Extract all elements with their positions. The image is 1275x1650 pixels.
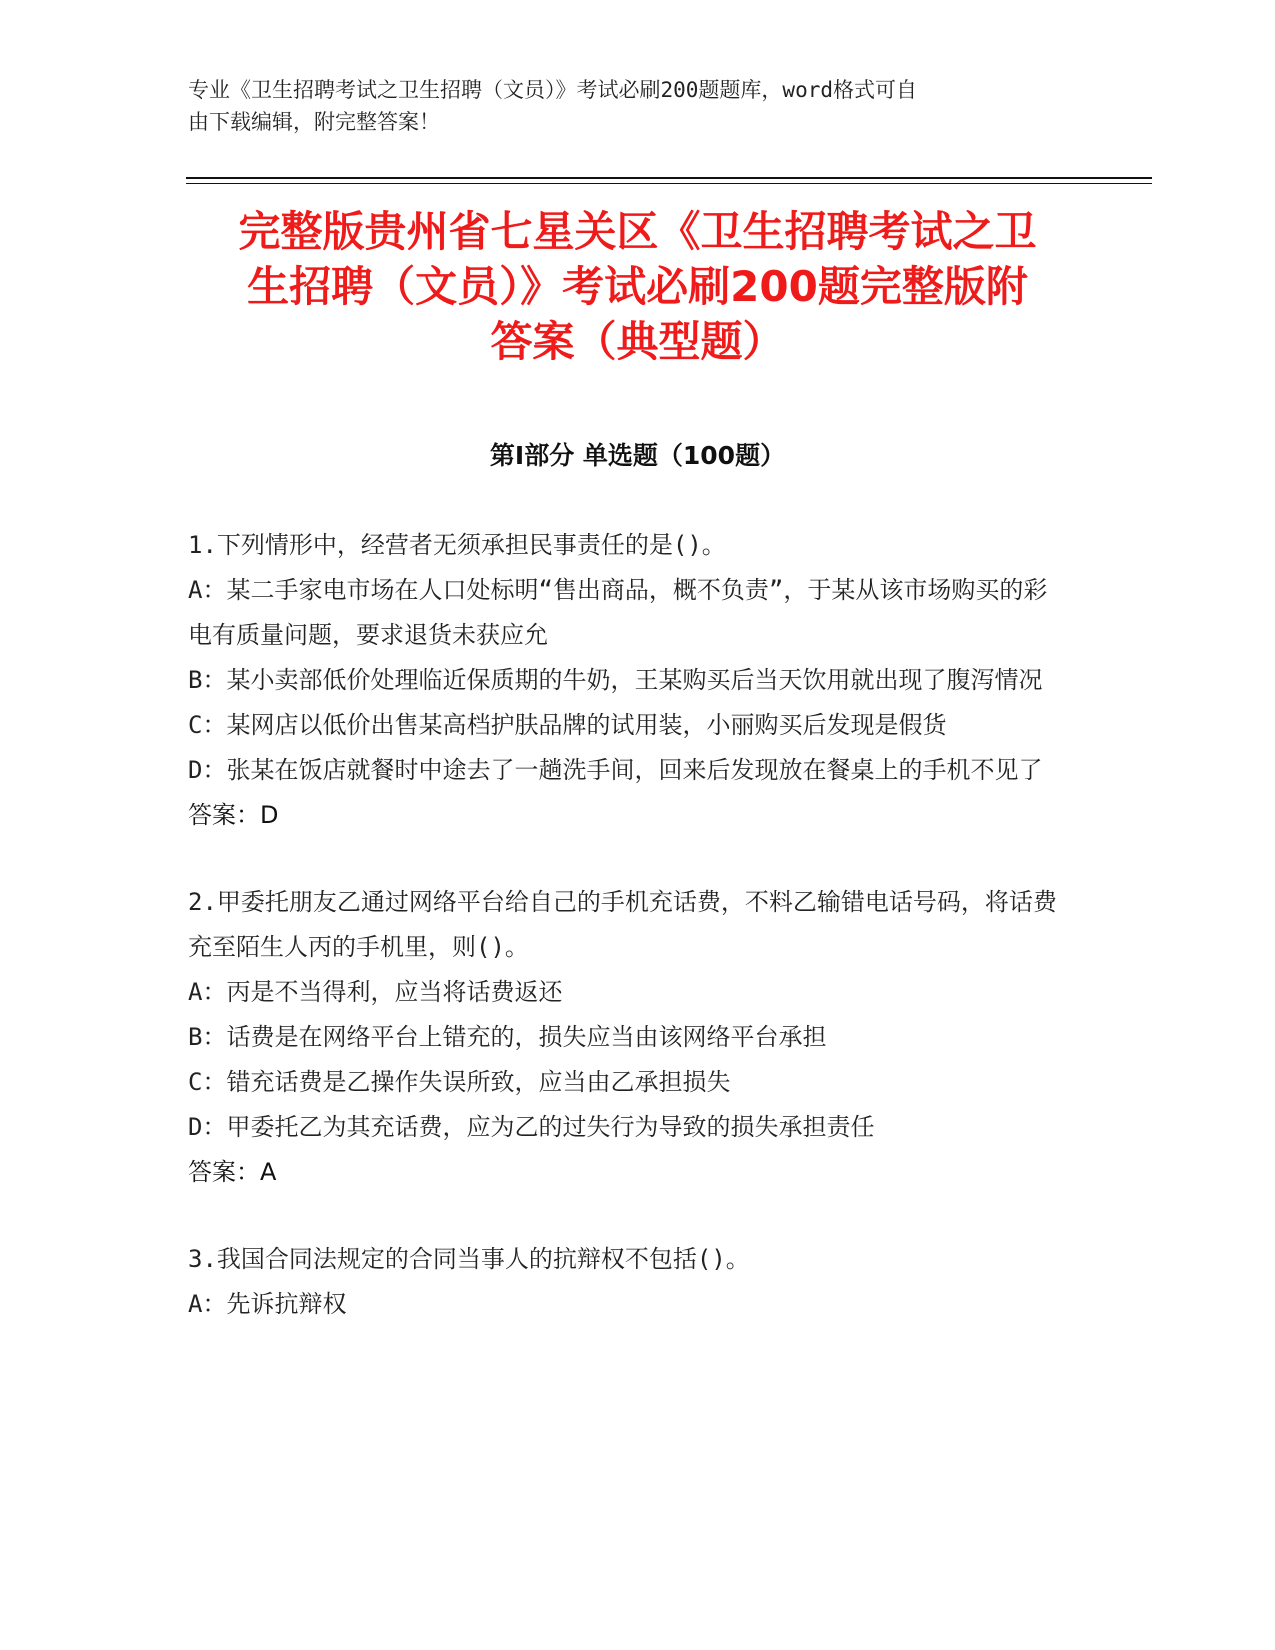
option-a: A：某二手家电市场在人口处标明“售出商品，概不负责”，于某从该市场购买的彩电有质量问题，要求退货未获应允 [188,576,1048,649]
question-stem: 3.我国合同法规定的合同当事人的抗辩权不包括()。 [188,1245,750,1273]
header-rule-thick [186,177,1152,179]
option-c: C：错充话费是乙操作失误所致，应当由乙承担损失 [188,1068,731,1096]
document-title-line-1: 完整版贵州省七星关区《卫生招聘考试之卫 [238,207,1037,256]
header-note-line-1: 专业《卫生招聘考试之卫生招聘（文员）》考试必刷200题题库，word格式可自 [188,78,917,102]
header-rule-thin [186,183,1152,184]
option-d: D：甲委托乙为其充话费，应为乙的过失行为导致的损失承担责任 [188,1113,875,1141]
question-stem: 2.甲委托朋友乙通过网络平台给自己的手机充话费，不料乙输错电话号码，将话费充至陌生人丙的手机里，则()。 [188,888,1057,961]
question-2 [188,880,1068,1195]
section-heading: 第Ⅰ部分 单选题（100题） [489,441,786,470]
option-c: C：某网店以低价出售某高档护肤品牌的试用装，小丽购买后发现是假货 [188,711,947,739]
header-note-line-2: 由下载编辑，附完整答案！ [188,110,440,134]
answer-label: 答案：A [188,1158,277,1186]
question-stem: 1.下列情形中，经营者无须承担民事责任的是()。 [188,531,726,559]
header-note [188,74,1088,138]
option-a: A：丙是不当得利，应当将话费返还 [188,978,563,1006]
document-title-line-3: 答案（典型题） [490,317,785,366]
option-d: D：张某在饭店就餐时中途去了一趟洗手间，回来后发现放在餐桌上的手机不见了 [188,756,1043,784]
document-title [180,204,1095,369]
question-3 [188,1237,1068,1327]
option-a: A：先诉抗辩权 [188,1290,347,1318]
option-b: B：某小卖部低价处理临近保质期的牛奶，王某购买后当天饮用就出现了腹泻情况 [188,666,1043,694]
document-title-line-2: 生招聘（文员）》考试必刷200题完整版附 [247,262,1028,311]
option-b: B：话费是在网络平台上错充的，损失应当由该网络平台承担 [188,1023,827,1051]
question-1 [188,523,1068,838]
answer-label: 答案：D [188,801,279,829]
question-list [188,523,1068,1369]
